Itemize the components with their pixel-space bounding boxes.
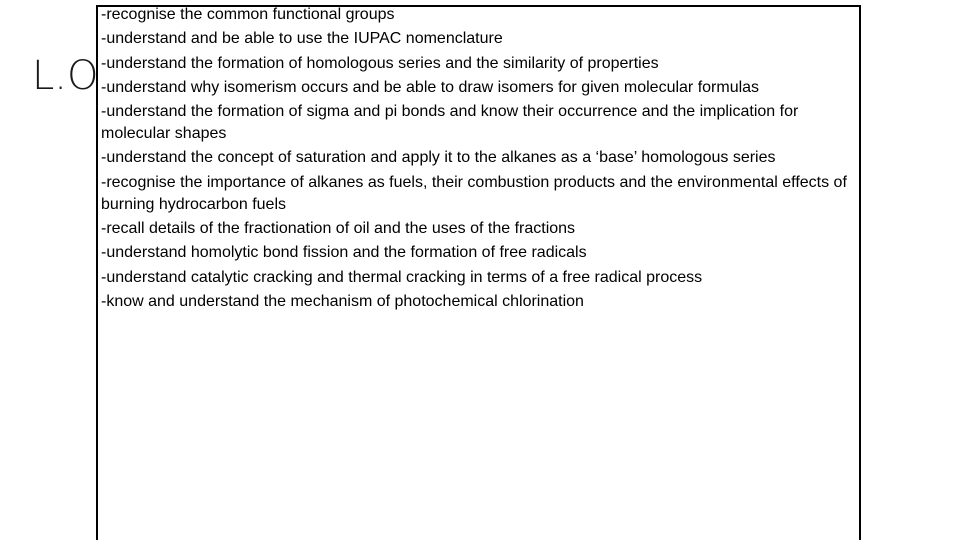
objective-item: -understand the concept of saturation and apply it to the alkanes as a ‘base’ homologous series [101, 149, 776, 167]
slide-title: L.O [32, 53, 99, 99]
objective-item: -understand the formation of sigma and pi bonds and know their occurrence and the implication for molecular shapes [101, 103, 799, 143]
objective-item: -recognise the common functional groups [101, 6, 395, 23]
objective-item: -understand and be able to use the IUPAC nomenclature [101, 30, 503, 48]
objective-item: -understand why isomerism occurs and be able to draw isomers for given molecular formulas [101, 78, 760, 96]
objective-item: -recognise the importance of alkanes as fuels, their combustion products and the environmental effects of burning hydrocarbon fuels [101, 173, 847, 213]
objective-item: -understand homolytic bond fission and the formation of free radicals [101, 244, 587, 262]
objective-item: -know and understand the mechanism of photochemical chlorination [101, 292, 584, 310]
objectives-list [101, 4, 853, 315]
objective-item: -recall details of the fractionation of oil and the uses of the fractions [101, 220, 576, 238]
objective-item: -understand the formation of homologous series and the similarity of properties [101, 54, 659, 72]
objective-item: -understand catalytic cracking and thermal cracking in terms of a free radical process [101, 268, 703, 286]
